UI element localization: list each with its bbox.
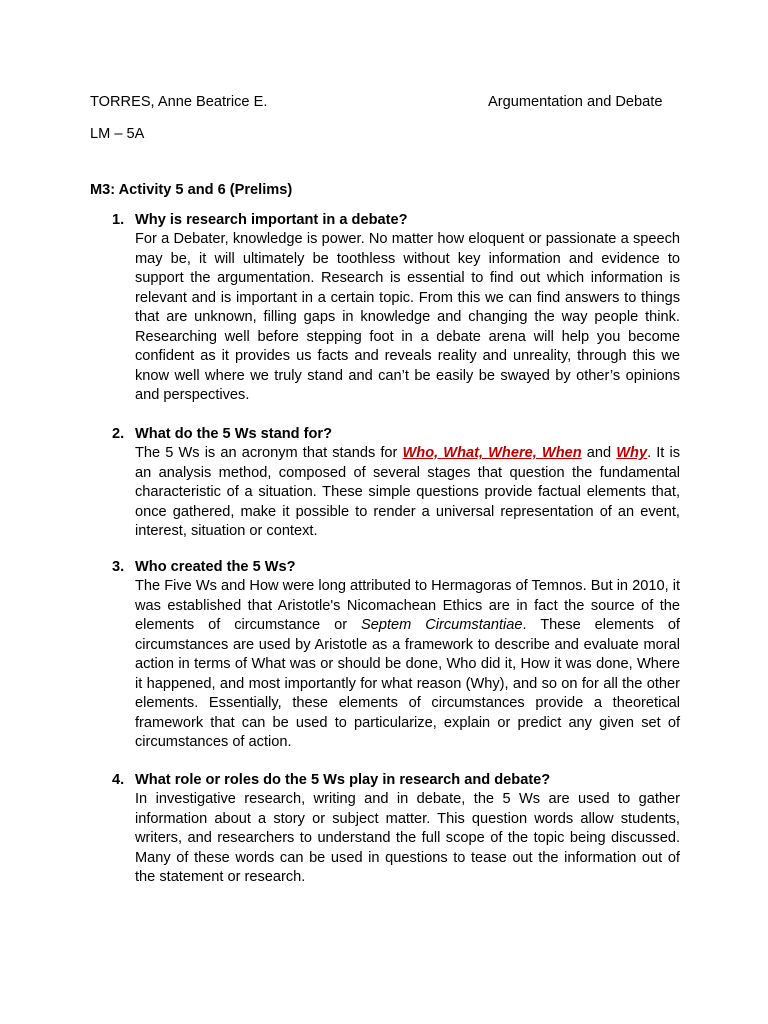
course-title: Argumentation and Debate [488, 94, 663, 110]
question-title: Why is research important in a debate? [135, 212, 408, 228]
question-title: Who created the 5 Ws? [135, 559, 296, 575]
student-name: TORRES, Anne Beatrice E. [90, 94, 268, 110]
question-number: 4. [112, 772, 125, 788]
answer-text: . These elements of circumstances are used by Aristotle as a framework to describe and evaluate moral action in terms of What was or should be done, Who did it, How it was done, Where it happened, and most importantly for what reason (Why), and so on for all the other elements. Essentially, these elements of circumstances provide a theoretical framework that can be used to particularize, explain or predict any given set of circumstances of action. [135, 617, 680, 750]
activity-title: M3: Activity 5 and 6 (Prelims) [90, 182, 293, 198]
italic-term: Septem Circumstantiae [360, 617, 523, 633]
question-answer: For a Debater, knowledge is power. No matter how eloquent or passionate a speech may be, it will ultimately be toothless without key information and evidence to support the argumentation. Research is essential to find out which information is relevant and is important in a certain topic. From this we can find answers to things that are unknown, filling gaps in knowledge and changing the way people think. Researching well before stepping foot in a debate arena will help you become confident as it provides us facts and reveals reality and unreality, through this we know well where we truly stand and can’t be easily be swayed by other’s opinions and perspectives. [135, 231, 680, 403]
question-number: 2. [112, 426, 125, 442]
answer-text: . It is an analysis method, composed of several stages that question the fundamental characteristic of a situation. These simple questions provide factual elements that, once gathered, make it possible to render a universal representation of an event, interest, situation or context. [135, 445, 681, 539]
question-answer: In investigative research, writing and in debate, the 5 Ws are used to gather information about a story or subject matter. This question words allow students, writers, and researchers to understand the full scope of the topic being discussed. Many of these words can be used in questions to tease out the information out of the statement or research. [135, 791, 680, 885]
emphasized-text: Why [616, 445, 648, 461]
question-title: What role or roles do the 5 Ws play in research and debate? [135, 772, 551, 788]
question-title: What do the 5 Ws stand for? [135, 426, 333, 442]
emphasized-text: Who, What, Where, When [402, 445, 582, 461]
answer-text: The 5 Ws is an acronym that stands for [135, 445, 403, 461]
answer-text: and [581, 445, 617, 461]
question-number: 1. [112, 212, 125, 228]
question-answer [135, 444, 680, 542]
question-answer [135, 577, 680, 753]
section-code: LM – 5A [90, 126, 145, 142]
question-number: 3. [112, 559, 125, 575]
answer-text: The Five Ws and How were long attributed to Hermagoras of Temnos. But in 2010, it was established that Aristotle's Nicomachean Ethics are in fact the source of the elements of circumstance or [135, 578, 680, 633]
